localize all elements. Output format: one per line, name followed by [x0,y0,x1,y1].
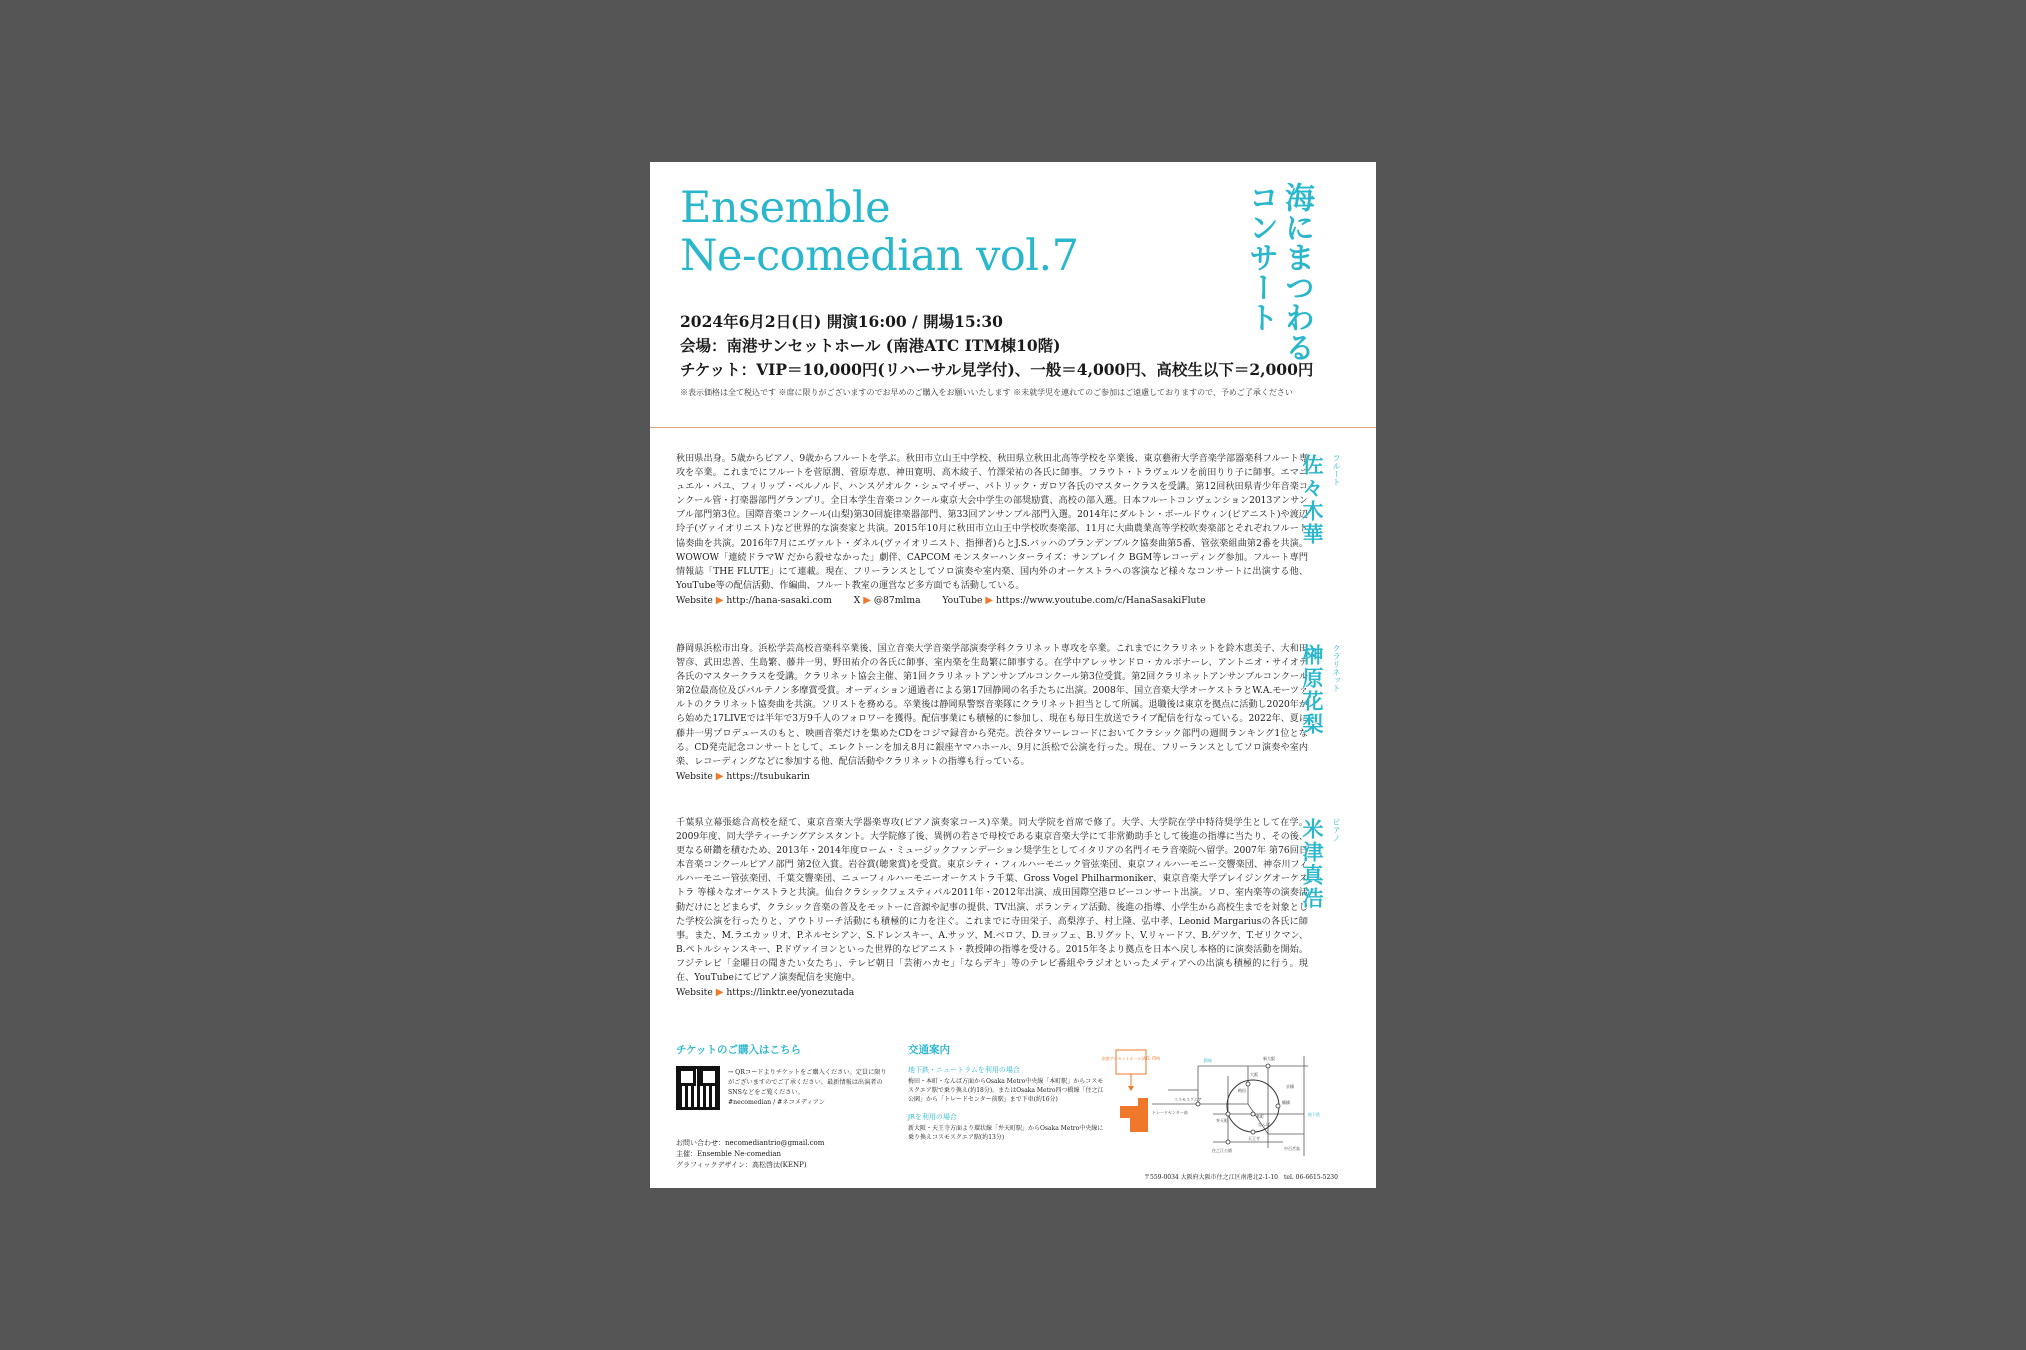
designer: グラフィックデザイン：高松啓汰(KENP) [676,1161,807,1169]
vertical-subtitle: 海にまつわるコンサート [1243,182,1314,362]
performer-role: クラリネット [1332,644,1341,692]
event-tickets: チケット：VIP＝10,000円(リハーサル見学付)、一般＝4,000円、高校生以下＝2,000円 [680,360,1314,379]
divider [650,427,1376,428]
access-title: 交通案内 [908,1044,950,1056]
youtube-label: YouTube [942,594,983,606]
station-umeda [1246,1082,1250,1086]
bio-text: 千葉県立幕張総合高校を経て、東京音楽大学器楽専攻(ピアノ演奏家コース)卒業。同大学院を首席で修了。大学、大学院在学中特待奨学生として在学。2009年度、同大学ティーチングアシスタント。大学院修了後、異例の若さで母校である東京音楽大学にて非常勤助手として後進の指導に当たり、その後、更なる研鑽を積むため、2013年・2014年度ローム・ミュージックファンデーション奨学生としてイタリアの名門イモラ音楽院へ留学。2007年 第76回日本音楽コンクールピアノ部門 第2位入賞。岩谷賞(聴衆賞)を受賞。東京シティ・フィルハーモニック管弦楽団、東京フィルハーモニー交響楽団、神奈川フィルハーモニー管弦楽団、千葉交響楽団、ニューフィルハーモニーオーケストラ千葉、Gross Vogel Philharmoniker、東京音楽大学プレイジングオーケストラ 等様々なオーケストラと共演。仙台クラシックフェスティバル2011年・2012年出演、成田国際空港ロビーコンサート出演。ソロ、室内楽等の演奏活動だけにとどまらず、クラシック音楽の普及をモットーに音源や記事の提供、TV出演、ボランティア活動、後進の指導、小学生から高校生までを対象とした学校公演を行ったりと、アウトリーチ活動にも積極的に力を注ぐ。これまでに寺田栄子、高梨淳子、村上隆、弘中孝、Leonid Margariusの各氏に師事。また、M.ラエカッリオ、P.ネルセシアン、S.ドレンスキー、A.サッツ、M.ベロフ、D.ヨッフェ、B.リグット、V.リャードフ、B.ゲツケ、T.ゼリクマン、B.ペトルシャンスキー、P.ドヴァイヨンといった世界的なピアニスト・教授陣の指導を受ける。2015年冬より拠点を日本へ戻し本格的に演奏活動を開始。フジテレビ「金曜日の聞きたい女たち」、テレビ朝日「芸術ハカセ」「ならデキ」等のテレビ番組やラジオといったメディアへの出演も積極的に行う。現在、YouTubeにてピアノ演奏配信を実施中。 [676,818,1308,984]
title-line2: Ne-comedian vol.7 [680,231,1079,281]
ticket-section-title: チケットのご購入はこちら [676,1044,802,1056]
contact-email: お問い合わせ：necomediantrio@gmail.com [676,1139,825,1147]
youtube-link[interactable]: https://www.youtube.com/c/HanaSasakiFlute [996,594,1206,606]
bio-text: 秋田県出身。5歳からピアノ、9歳からフルートを学ぶ。秋田市立山王中学校、秋田県立秋田北高等学校を卒業後、東京藝術大学音楽学部器楽科フルート専攻を卒業。これまでにフルートを菅原潤、菅原寿恵、神田寛明、高木綾子、竹澤栄祐の各氏に師事。フラウト・トラヴェルソを前田りり子に師事。エマニュエル・パユ、フィリップ・ベルノルド、ハンスゲオルク・シュマイザー、パトリック・ガロワ各氏のマスタークラスを受講。第12回秋田県青少年音楽コンクール管・打楽器部門グランプリ。全日本学生音楽コンクール東京大会中学生の部奨励賞、高校の部入選。日本フルートコンヴェンション2013アンサンブル部門第3位。国際音楽コンクール(山梨)第30回旋律楽器部門、第33回アンサンブル部門入選。2014年にダルトン・ボールドウィン(ピアニスト)や渡辺玲子(ヴァイオリニスト)など世界的な演奏家と共演。2015年10月に秋田市立山王中学校吹奏楽部、11月に大曲農業高等学校吹奏楽部とそれぞれフルート協奏曲を共演。2016年7月にエヴァルト・ダネル(ヴァイオリニスト、指揮者)らとJ.S.バッハのブランデンブルク協奏曲第5番、管弦楽組曲第2番を共演。WOWOW「連続ドラマW だから殺せなかった」劇伴、CAPCOM モンスターハンターライズ：サンブレイク BGM等レコーディング参加。フルート専門情報誌「THE FLUTE」にて連載。現在、フリーランスとしてソロ演奏や室内楽、国内外のオーケストラへの客演など様々なコンサートに出演する他、YouTube等の配信活動、作編曲、フルート教室の運営など多方面でも活動している。 [676,454,1308,591]
map-label-osaka: 大阪 [1250,1072,1258,1077]
performer-name-clarinet [1297,644,1342,736]
station-cosmo [1196,1102,1200,1106]
performer-role: フルート [1332,454,1341,486]
station-shin-osaka [1266,1064,1270,1068]
venue-land [1120,1098,1148,1132]
venue-box [1116,1050,1146,1074]
station-honmachi [1251,1112,1255,1116]
arrow-icon: ▶ [715,987,724,999]
website-link[interactable]: http://hana-sasaki.com [726,594,832,606]
map-label-honmachi: 本町 [1256,1114,1264,1119]
x-label: X [853,594,861,606]
map-label-tsuruhashi: 鶴橋 [1282,1100,1290,1105]
website-link[interactable]: https://linktr.ee/yonezutada [726,987,855,999]
performer-name: 榊原花梨 [1300,644,1324,736]
flyer-sheet [650,162,1376,1188]
website-label: Website [676,770,713,782]
map-label-nakamozu: 中百舌鳥 [1284,1146,1300,1151]
venue-arrow-icon [1128,1086,1134,1091]
performer-bio-clarinet [676,642,1308,784]
venue-address: 〒559-0034 大阪府大阪市住之江区南港北2-1-10 tel. 06-6615-5230 [1144,1174,1338,1181]
performer-bio-flute [676,452,1308,608]
bio-text: 静岡県浜松市出身。浜松学芸高校音楽科卒業後、国立音楽大学音楽学部演奏学科クラリネット専攻を卒業。これまでにクラリネットを鈴木恵美子、大和田智彦、武田忠善、生島繁、藤井一男、野田祐介の各氏に師事、室内楽を生島繁に師事する。在学中アレッサンドロ・カルボナーレ、アントニオ・サイオテ各氏のマスタークラスを受講。クラリネット協会主催、第1回クラリネットアンサンブルコンクール第3位受賞。第2回クラリネットアンサンブルコンクール第2位最高位及びパルテノン多摩賞受賞。オーディション通過者による第17回静岡の名手たちに出演。2008年、国立音楽大学オーケストラとW.A.モーツァルトのクラリネット協奏曲を共演。ソリストを務める。卒業後は静岡県警察音楽隊にクラリネット担当として所属。退職後は東京を拠点に活動し2020年から始めた17LIVEでは半年で3万9千人のフォロワーを獲得。配信事業にも積極的に参加し、現在も毎日生放送でライブ配信を行なっている。2022年、夏に藤井一男プロデュースのもと、映画音楽だけを集めたCDをコジマ録音から発売。渋谷タワーレコードにおいてクラシック部門の週間ランキング1位となる。CD発売記念コンサートとして、エレクトーンを加え8月に銀座ヤマハホール、9月に浜松で公演を行った。現在、フリーランスとしてソロ演奏や室内楽、レコーディングなどに参加する他、配信活動やクラリネットの指導も行っている。 [676,644,1308,767]
contact-info [676,1138,824,1171]
arrow-icon: ▶ [715,770,724,782]
performer-links [676,769,1308,784]
subway-text: 梅田・本町・なんば方面からOsaka Metro中央線「本町駅」からコスモスクエア駅で乗り換え(約18分)。またはOsaka Metro四つ橋線「住之江公園」から「トレードセンター前駅」まで下車(約16分) [908,1078,1104,1103]
station-bentencho [1226,1112,1230,1116]
website-label: Website [676,987,713,999]
station-suminoe [1226,1140,1230,1144]
arrow-icon: ▶ [715,594,724,606]
map-label-umeda: 梅田 [1238,1088,1246,1093]
map-label-shin-osaka: 新大阪 [1263,1056,1275,1061]
map-label-bentencho: 弁天町 [1216,1118,1228,1123]
footer-section [676,1042,1356,1182]
qr-code-icon[interactable] [676,1066,720,1110]
performer-name: 米津真浩 [1300,818,1324,910]
performer-bio-piano [676,816,1308,1000]
jr-title: JRを利用の場合 [908,1113,957,1121]
performer-name-flute [1297,454,1342,546]
map-label-namba: なんば [1258,1122,1270,1127]
map-label-tennoji: 天王寺 [1248,1136,1260,1141]
ticket-text: → QRコードよりチケットをご購入ください。定員に限りがございますのでご了承ください。最新情報は出演者のSNSなどをご覧ください。 [728,1069,887,1096]
x-link[interactable]: @87mlma [873,594,921,606]
event-venue: 会場：南港サンセットホール (南港ATC ITM棟10階) [680,336,1061,355]
performer-role: ピアノ [1332,818,1341,842]
map-label-trade: トレードセンター前 [1152,1110,1188,1115]
map-label-jr: JR線 [1204,1058,1212,1063]
event-notice: ※表示価格は全て税込です ※席に限りがございますのでお早めのご購入をお願いいたします ※未就学児を連れてのご参加はご遠慮しておりますので、予めご了承ください [680,388,1293,397]
ticket-info [728,1068,888,1108]
arrow-icon: ▶ [863,594,871,606]
performer-links [676,985,1308,1000]
website-label: Website [676,594,713,606]
map-label-metro: 地下鉄 [1308,1112,1320,1117]
hashtags: #necomedian / #ネコメディアン [728,1099,825,1106]
map-label-venue: 南港サンセットホール(ATC ITM) [1101,1056,1161,1061]
subway-title: 地下鉄・ニュートラムを利用の場合 [908,1066,1020,1074]
map-label-kyobashi: 京橋 [1286,1084,1294,1089]
access-map [1101,1046,1344,1164]
station-tsuruhashi [1276,1104,1280,1108]
map-label-suminoe: 住之江公園 [1212,1148,1232,1153]
event-date: 2024年6月2日(日) 開演16:00 / 開場15:30 [680,312,1003,331]
performer-name: 佐々木華 [1300,454,1324,546]
organizer: 主催：Ensemble Ne-comedian [676,1150,782,1158]
arrow-icon: ▶ [985,594,994,606]
concert-title [680,184,1079,280]
title-line1: Ensemble [680,183,891,233]
performer-name-piano [1297,818,1342,910]
station-tennoji [1251,1130,1255,1134]
access-section [908,1042,1108,1142]
jr-text: 新大阪・天王寺方面より環状線「弁天町駅」からOsaka Metro中央線に乗り換えコスモスクエア駅(約13分) [908,1125,1104,1141]
performer-links [676,593,1308,608]
event-info [680,310,1350,400]
loop-line [1227,1080,1279,1132]
map-label-cosmo: コスモスクエア [1174,1097,1202,1102]
website-link[interactable]: https://tsubukarin [726,770,810,782]
